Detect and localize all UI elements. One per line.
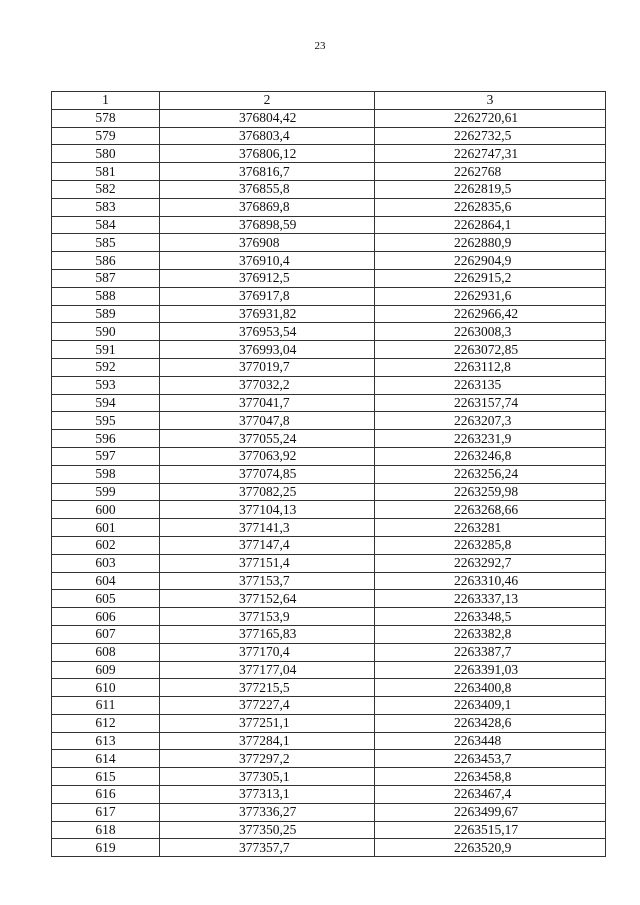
point-number-cell: 584 (52, 216, 160, 234)
table-row (52, 465, 606, 483)
table-row (52, 536, 606, 554)
point-number-cell: 591 (52, 341, 160, 359)
x-coordinate-cell: 376816,7 (160, 163, 375, 181)
point-number-cell: 588 (52, 287, 160, 305)
x-coordinate-cell: 377055,24 (160, 430, 375, 448)
column-header-2: 2 (160, 92, 375, 110)
table-row (52, 839, 606, 857)
table-row (52, 323, 606, 341)
table-row (52, 447, 606, 465)
point-number-cell: 614 (52, 750, 160, 768)
table-row (52, 661, 606, 679)
x-coordinate-cell: 376953,54 (160, 323, 375, 341)
y-coordinate-cell: 2263453,7 (375, 750, 606, 768)
x-coordinate-cell: 377177,04 (160, 661, 375, 679)
table-row (52, 234, 606, 252)
point-number-cell: 595 (52, 412, 160, 430)
table-row (52, 519, 606, 537)
y-coordinate-cell: 2262931,6 (375, 287, 606, 305)
table-row (52, 803, 606, 821)
x-coordinate-cell: 376912,5 (160, 269, 375, 287)
table-row (52, 572, 606, 590)
y-coordinate-cell: 2263281 (375, 519, 606, 537)
x-coordinate-cell: 377153,9 (160, 608, 375, 626)
table-row (52, 697, 606, 715)
coordinates-table (51, 91, 606, 857)
y-coordinate-cell: 2263259,98 (375, 483, 606, 501)
table-row (52, 750, 606, 768)
table-row (52, 376, 606, 394)
point-number-cell: 594 (52, 394, 160, 412)
table-row (52, 679, 606, 697)
point-number-cell: 593 (52, 376, 160, 394)
x-coordinate-cell: 376898,59 (160, 216, 375, 234)
table-row (52, 768, 606, 786)
point-number-cell: 617 (52, 803, 160, 821)
x-coordinate-cell: 377170,4 (160, 643, 375, 661)
x-coordinate-cell: 377147,4 (160, 536, 375, 554)
table-header-row (52, 92, 606, 110)
y-coordinate-cell: 2262966,42 (375, 305, 606, 323)
y-coordinate-cell: 2262819,5 (375, 180, 606, 198)
table-row (52, 714, 606, 732)
y-coordinate-cell: 2263382,8 (375, 625, 606, 643)
y-coordinate-cell: 2263520,9 (375, 839, 606, 857)
table-row (52, 821, 606, 839)
y-coordinate-cell: 2262747,31 (375, 145, 606, 163)
table-row (52, 127, 606, 145)
y-coordinate-cell: 2263072,85 (375, 341, 606, 359)
x-coordinate-cell: 376804,42 (160, 109, 375, 127)
table-row (52, 732, 606, 750)
y-coordinate-cell: 2263428,6 (375, 714, 606, 732)
table-row (52, 412, 606, 430)
x-coordinate-cell: 377141,3 (160, 519, 375, 537)
x-coordinate-cell: 377152,64 (160, 590, 375, 608)
point-number-cell: 599 (52, 483, 160, 501)
x-coordinate-cell: 376993,04 (160, 341, 375, 359)
x-coordinate-cell: 377153,7 (160, 572, 375, 590)
y-coordinate-cell: 2263400,8 (375, 679, 606, 697)
point-number-cell: 582 (52, 180, 160, 198)
point-number-cell: 615 (52, 768, 160, 786)
y-coordinate-cell: 2263008,3 (375, 323, 606, 341)
y-coordinate-cell: 2263310,46 (375, 572, 606, 590)
x-coordinate-cell: 377074,85 (160, 465, 375, 483)
x-coordinate-cell: 377063,92 (160, 447, 375, 465)
point-number-cell: 598 (52, 465, 160, 483)
y-coordinate-cell: 2262904,9 (375, 252, 606, 270)
y-coordinate-cell: 2263348,5 (375, 608, 606, 626)
x-coordinate-cell: 376869,8 (160, 198, 375, 216)
point-number-cell: 601 (52, 519, 160, 537)
x-coordinate-cell: 376931,82 (160, 305, 375, 323)
table-row (52, 198, 606, 216)
point-number-cell: 616 (52, 786, 160, 804)
x-coordinate-cell: 376855,8 (160, 180, 375, 198)
table-row (52, 341, 606, 359)
y-coordinate-cell: 2263387,7 (375, 643, 606, 661)
y-coordinate-cell: 2262880,9 (375, 234, 606, 252)
column-header-3: 3 (375, 92, 606, 110)
table-row (52, 109, 606, 127)
point-number-cell: 597 (52, 447, 160, 465)
x-coordinate-cell: 377305,1 (160, 768, 375, 786)
table-row (52, 216, 606, 234)
table-row (52, 554, 606, 572)
x-coordinate-cell: 377350,25 (160, 821, 375, 839)
point-number-cell: 603 (52, 554, 160, 572)
x-coordinate-cell: 377251,1 (160, 714, 375, 732)
point-number-cell: 590 (52, 323, 160, 341)
x-coordinate-cell: 377215,5 (160, 679, 375, 697)
y-coordinate-cell: 2262768 (375, 163, 606, 181)
x-coordinate-cell: 377019,7 (160, 358, 375, 376)
x-coordinate-cell: 376806,12 (160, 145, 375, 163)
point-number-cell: 619 (52, 839, 160, 857)
table-row (52, 786, 606, 804)
point-number-cell: 589 (52, 305, 160, 323)
point-number-cell: 583 (52, 198, 160, 216)
x-coordinate-cell: 376910,4 (160, 252, 375, 270)
point-number-cell: 596 (52, 430, 160, 448)
point-number-cell: 607 (52, 625, 160, 643)
point-number-cell: 579 (52, 127, 160, 145)
y-coordinate-cell: 2263231,9 (375, 430, 606, 448)
y-coordinate-cell: 2263207,3 (375, 412, 606, 430)
table-row (52, 483, 606, 501)
table-row (52, 608, 606, 626)
x-coordinate-cell: 377041,7 (160, 394, 375, 412)
table-row (52, 501, 606, 519)
x-coordinate-cell: 377032,2 (160, 376, 375, 394)
x-coordinate-cell: 377284,1 (160, 732, 375, 750)
point-number-cell: 618 (52, 821, 160, 839)
point-number-cell: 606 (52, 608, 160, 626)
table-row (52, 163, 606, 181)
y-coordinate-cell: 2262915,2 (375, 269, 606, 287)
y-coordinate-cell: 2263256,24 (375, 465, 606, 483)
table-row (52, 643, 606, 661)
table-row (52, 252, 606, 270)
x-coordinate-cell: 377047,8 (160, 412, 375, 430)
y-coordinate-cell: 2263448 (375, 732, 606, 750)
y-coordinate-cell: 2263515,17 (375, 821, 606, 839)
point-number-cell: 604 (52, 572, 160, 590)
x-coordinate-cell: 376908 (160, 234, 375, 252)
point-number-cell: 610 (52, 679, 160, 697)
y-coordinate-cell: 2263458,8 (375, 768, 606, 786)
table-row (52, 305, 606, 323)
x-coordinate-cell: 377082,25 (160, 483, 375, 501)
table-row (52, 590, 606, 608)
y-coordinate-cell: 2263246,8 (375, 447, 606, 465)
point-number-cell: 605 (52, 590, 160, 608)
x-coordinate-cell: 376803,4 (160, 127, 375, 145)
point-number-cell: 592 (52, 358, 160, 376)
table-row (52, 287, 606, 305)
y-coordinate-cell: 2263409,1 (375, 697, 606, 715)
x-coordinate-cell: 377336,27 (160, 803, 375, 821)
x-coordinate-cell: 376917,8 (160, 287, 375, 305)
point-number-cell: 581 (52, 163, 160, 181)
table-row (52, 625, 606, 643)
y-coordinate-cell: 2263285,8 (375, 536, 606, 554)
table-row (52, 269, 606, 287)
table-row (52, 430, 606, 448)
table-row (52, 180, 606, 198)
y-coordinate-cell: 2262720,61 (375, 109, 606, 127)
point-number-cell: 586 (52, 252, 160, 270)
table-row (52, 358, 606, 376)
point-number-cell: 608 (52, 643, 160, 661)
x-coordinate-cell: 377297,2 (160, 750, 375, 768)
point-number-cell: 613 (52, 732, 160, 750)
y-coordinate-cell: 2263135 (375, 376, 606, 394)
column-header-1: 1 (52, 92, 160, 110)
y-coordinate-cell: 2263112,8 (375, 358, 606, 376)
y-coordinate-cell: 2263467,4 (375, 786, 606, 804)
point-number-cell: 587 (52, 269, 160, 287)
y-coordinate-cell: 2263292,7 (375, 554, 606, 572)
y-coordinate-cell: 2262864,1 (375, 216, 606, 234)
y-coordinate-cell: 2263337,13 (375, 590, 606, 608)
x-coordinate-cell: 377104,13 (160, 501, 375, 519)
x-coordinate-cell: 377313,1 (160, 786, 375, 804)
table-row (52, 394, 606, 412)
page-number: 23 (314, 40, 326, 52)
y-coordinate-cell: 2263499,67 (375, 803, 606, 821)
x-coordinate-cell: 377357,7 (160, 839, 375, 857)
x-coordinate-cell: 377165,83 (160, 625, 375, 643)
point-number-cell: 611 (52, 697, 160, 715)
point-number-cell: 585 (52, 234, 160, 252)
x-coordinate-cell: 377151,4 (160, 554, 375, 572)
y-coordinate-cell: 2263268,66 (375, 501, 606, 519)
point-number-cell: 600 (52, 501, 160, 519)
y-coordinate-cell: 2262835,6 (375, 198, 606, 216)
point-number-cell: 612 (52, 714, 160, 732)
y-coordinate-cell: 2263157,74 (375, 394, 606, 412)
x-coordinate-cell: 377227,4 (160, 697, 375, 715)
y-coordinate-cell: 2263391,03 (375, 661, 606, 679)
point-number-cell: 609 (52, 661, 160, 679)
point-number-cell: 580 (52, 145, 160, 163)
table-row (52, 145, 606, 163)
point-number-cell: 578 (52, 109, 160, 127)
y-coordinate-cell: 2262732,5 (375, 127, 606, 145)
point-number-cell: 602 (52, 536, 160, 554)
